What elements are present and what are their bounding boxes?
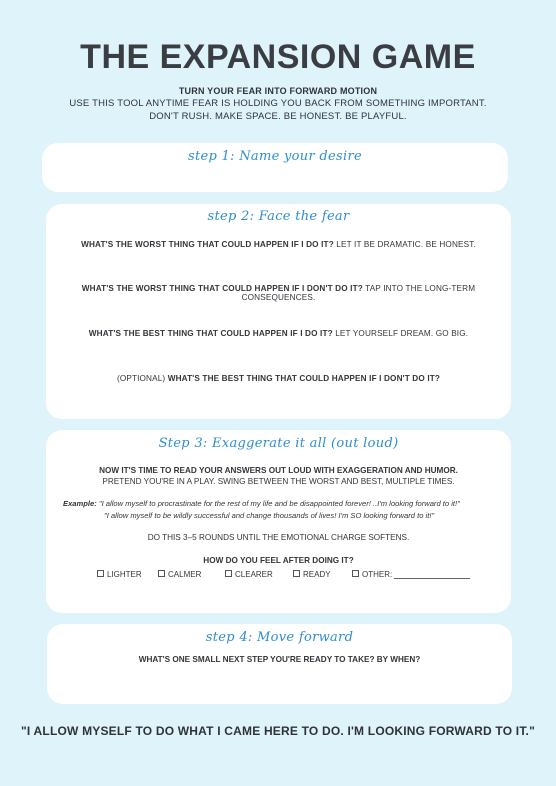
checkbox-icon[interactable] bbox=[225, 570, 232, 577]
option-lighter[interactable]: LIGHTER bbox=[97, 570, 142, 579]
step3-title: Step 3: Exaggerate it all (out loud) bbox=[158, 436, 399, 451]
option-clearer[interactable]: CLEARER bbox=[225, 570, 273, 579]
step4-card[interactable] bbox=[47, 624, 512, 704]
checkbox-icon[interactable] bbox=[158, 570, 165, 577]
step1-card[interactable] bbox=[42, 143, 508, 192]
step2-question-3: WHAT'S THE BEST THING THAT COULD HAPPEN IF I DO IT? LET YOURSELF DREAM. GO BIG. bbox=[88, 329, 469, 338]
step3-rounds: DO THIS 3–5 ROUNDS UNTIL THE EMOTIONAL CHARGE SOFTENS. bbox=[147, 533, 410, 542]
step4-question: WHAT'S ONE SMALL NEXT STEP YOU'RE READY TO TAKE? BY WHEN? bbox=[138, 655, 421, 664]
intro-line-2: DON'T RUSH. MAKE SPACE. BE HONEST. BE PLAYFUL. bbox=[149, 111, 407, 122]
option-calmer[interactable]: CALMER bbox=[158, 570, 201, 579]
page-subtitle: TURN YOUR FEAR INTO FORWARD MOTION bbox=[178, 86, 378, 96]
step3-card bbox=[46, 430, 511, 613]
option-other[interactable]: OTHER: bbox=[352, 570, 470, 579]
checkbox-icon[interactable] bbox=[352, 570, 359, 577]
step1-title: step 1: Name your desire bbox=[188, 149, 362, 164]
step2-question-4: (OPTIONAL) WHAT'S THE BEST THING THAT COULD HAPPEN IF I DON'T DO IT? bbox=[116, 374, 441, 383]
intro-line-1: USE THIS TOOL ANYTIME FEAR IS HOLDING YOU BACK FROM SOMETHING IMPORTANT. bbox=[69, 98, 487, 109]
page-title: THE EXPANSION GAME bbox=[80, 38, 476, 76]
checkbox-icon[interactable] bbox=[293, 570, 300, 577]
step2-title: step 2: Face the fear bbox=[207, 209, 350, 224]
step3-instruction-bold: NOW IT'S TIME TO READ YOUR ANSWERS OUT LOUD WITH EXAGGERATION AND HUMOR. bbox=[99, 466, 458, 475]
step3-feel-question: HOW DO YOU FEEL AFTER DOING IT? bbox=[203, 556, 354, 565]
step3-instruction: PRETEND YOU'RE IN A PLAY. SWING BETWEEN THE WORST AND BEST, MULTIPLE TIMES. bbox=[102, 477, 455, 486]
step4-title: step 4: Move forward bbox=[205, 630, 354, 645]
other-blank[interactable] bbox=[394, 578, 470, 579]
option-ready[interactable]: READY bbox=[293, 570, 331, 579]
checkbox-icon[interactable] bbox=[97, 570, 104, 577]
closing-quote: "I ALLOW MYSELF TO DO WHAT I CAME HERE TO DO. I'M LOOKING FORWARD TO IT." bbox=[21, 724, 535, 738]
step2-question-2: WHAT'S THE WORST THING THAT COULD HAPPEN IF I DON'T DO IT? TAP INTO THE LONG-TERM CONSEQUENCES. bbox=[81, 284, 476, 302]
step3-example-2: "I allow myself to be wildly successful and change thousands of lives! I'm SO looking forward to it!" bbox=[104, 511, 435, 520]
step2-question-1: WHAT'S THE WORST THING THAT COULD HAPPEN IF I DO IT? LET IT BE DRAMATIC. BE HONEST. bbox=[81, 240, 476, 249]
step3-example-1: Example: "I allow myself to procrastinate for the rest of my life and be disappointed forever! ..I'm looking forward to it!" bbox=[63, 499, 460, 508]
step2-card[interactable] bbox=[46, 204, 511, 419]
